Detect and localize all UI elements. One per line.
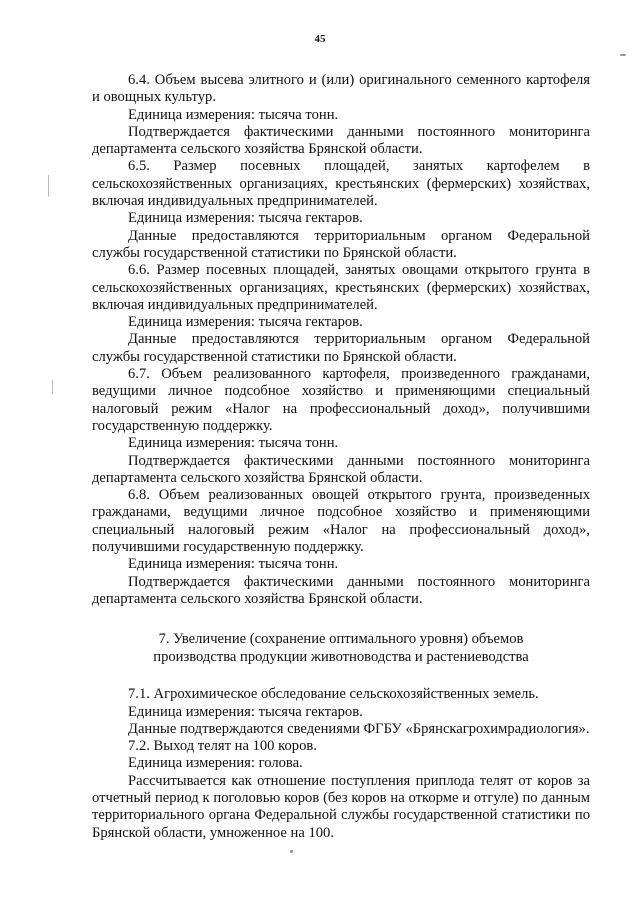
source-paragraph: Данные предоставляются территориальным органом Федеральной службы государственной статистики по Брянской области. xyxy=(92,227,590,261)
paragraph-6-7: 6.7. Объем реализованного картофеля, произведенного гражданами, ведущими личное подсобное хозяйство и применяющими специальный налоговый режим «Налог на профессиональный доход», получившими государственную поддержку. xyxy=(92,366,590,434)
unit-line: Единица измерения: тысяча тонн. xyxy=(128,556,339,573)
calculation-paragraph: Рассчитывается как отношение поступления приплода телят от коров за отчетный период к поголовью коров (без коров на откорме и отгуле) по данным территориального органа Федеральной службы государственной статистики по Брянской области, умноженное на 100. xyxy=(92,772,590,841)
page-number: 45 xyxy=(314,33,326,45)
scan-artifact xyxy=(290,850,293,853)
unit-line: Единица измерения: тысяча гектаров. xyxy=(128,314,363,331)
scan-artifact xyxy=(52,380,53,394)
paragraph-6-4: 6.4. Объем высева элитного и (или) оригинального семенного картофеля и овощных культур. xyxy=(92,72,590,106)
source-paragraph: Данные предоставляются территориальным органом Федеральной службы государственной статистики по Брянской области. xyxy=(92,331,590,365)
unit-line: Единица измерения: тысяча тонн. xyxy=(128,106,339,123)
paragraph-6-5: 6.5. Размер посевных площадей, занятых картофелем в сельскохозяйственных организациях, крестьянских (фермерских) хозяйствах, включая индивидуальных предпринимателей. xyxy=(92,158,590,210)
unit-line: Единица измерения: тысяча гектаров. xyxy=(128,210,363,227)
section-title-line-1: 7. Увеличение (сохранение оптимального уровня) объемов xyxy=(158,631,524,648)
unit-line: Единица измерения: тысяча тонн. xyxy=(128,435,339,452)
paragraph-7-2: 7.2. Выход телят на 100 коров. xyxy=(128,738,317,755)
paragraph-6-8: 6.8. Объем реализованных овощей открытого грунта, произведенных гражданами, ведущими личное подсобное хозяйство и применяющими специальный налоговый режим «Налог на профессиональный доход», получившими государственную поддержку. xyxy=(92,487,590,556)
source-paragraph: Подтверждается фактическими данными постоянного мониторинга департамента сельского хозяйства Брянской области. xyxy=(92,123,590,158)
paragraph-7-1: 7.1. Агрохимическое обследование сельскохозяйственных земель. xyxy=(128,686,539,703)
section-title-line-2: производства продукции животноводства и растениеводства xyxy=(153,649,529,666)
unit-line: Единица измерения: тысяча гектаров. xyxy=(128,703,363,720)
source-paragraph: Подтверждается фактическими данными постоянного мониторинга департамента сельского хозяйства Брянской области. xyxy=(92,573,590,607)
unit-line: Единица измерения: голова. xyxy=(128,755,303,772)
source-paragraph: Подтверждается фактическими данными постоянного мониторинга департамента сельского хозяйства Брянской области. xyxy=(92,452,590,486)
source-paragraph: Данные подтверждаются сведениями ФГБУ «Брянскагрохимрадиология». xyxy=(128,720,590,737)
scan-artifact xyxy=(48,175,49,197)
scan-artifact xyxy=(620,54,626,56)
section-7-title xyxy=(92,630,590,666)
paragraph-6-6: 6.6. Размер посевных площадей, занятых овощами открытого грунта в сельскохозяйственных организациях, крестьянских (фермерских) хозяйствах, включая индивидуальных предпринимателей. xyxy=(92,262,590,313)
document-body xyxy=(92,72,590,842)
